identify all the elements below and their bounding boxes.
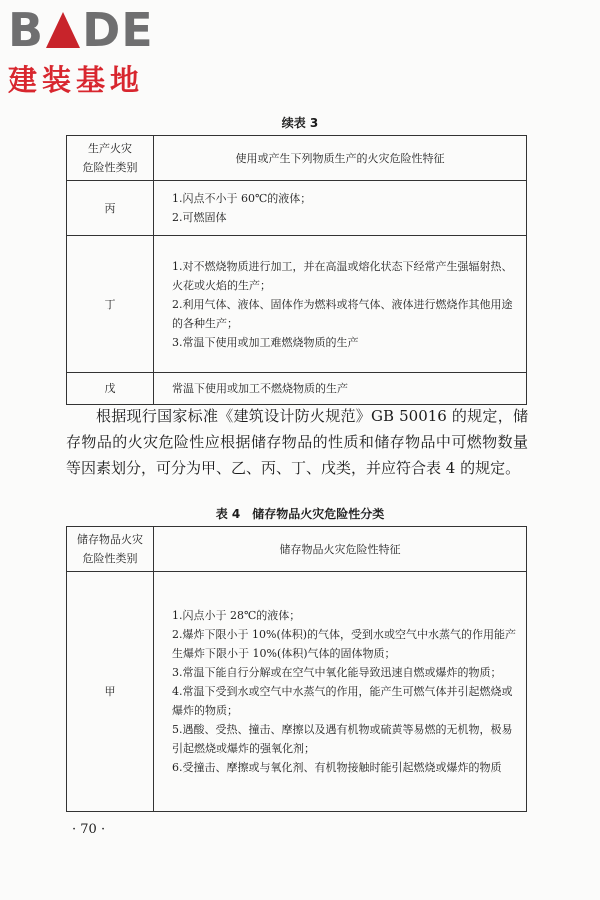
- table3-row-category: 丁: [67, 236, 154, 373]
- brand-logo: [8, 3, 183, 97]
- logo-subtitle: 建装基地: [8, 63, 145, 97]
- table4-row-features: 1.闪点小于 28℃的液体； 2.爆炸下限小于 10%(体积)的气体，受到水或空气中水蒸气的作用能产生爆炸下限小于 10%(体积)气体的固体物质； 3.常温下能自行分解或在空气中氧化能导致迅速自燃或爆炸的物质； 4.常温下受到水或空气中水蒸气的作用，能产生可燃气体并引起燃烧或爆炸的物质； 5.遇酸、受热、撞击、摩擦以及遇有机物或硫黄等易燃的无机物，极易引起燃烧或爆炸的强氧化剂； 6.受撞击、摩擦或与氧化剂、有机物接触时能引起燃烧或爆炸的物质: [154, 572, 527, 812]
- table3-title: 续表 3: [281, 116, 319, 130]
- table-row: [67, 373, 527, 405]
- logo-a-triangle-icon: [46, 12, 80, 48]
- table4-header-category: 储存物品火灾 危险性类别: [67, 527, 154, 572]
- table3-header-category: 生产火灾 危险性类别: [67, 136, 154, 181]
- table-row: [67, 572, 527, 812]
- table4-title: 表 4 储存物品火灾危险性分类: [215, 507, 385, 521]
- table3-row-features: 1.闪点不小于 60℃的液体； 2.可燃固体: [154, 181, 527, 236]
- table3-row-category: 丙: [67, 181, 154, 236]
- table3: [66, 135, 527, 405]
- table3-header-row: [67, 136, 527, 181]
- table4-row-category: 甲: [67, 572, 154, 812]
- table3-row-category: 戊: [67, 373, 154, 405]
- logo-wordmark: B DE: [8, 3, 154, 57]
- table3-row-features: 常温下使用或加工不燃烧物质的生产: [154, 373, 527, 405]
- table-row: [67, 181, 527, 236]
- table4-header-feature: 储存物品火灾危险性特征: [154, 527, 527, 572]
- body-paragraph: 根据现行国家标准《建筑设计防火规范》GB 50016 的规定，储存物品的火灾危险性应根据储存物品的性质和储存物品中可燃物数量等因素划分，可分为甲、乙、丙、丁、戊类，并应符合表 4 的规定。: [66, 407, 528, 477]
- table3-header-feature: 使用或产生下列物质生产的火灾危险性特征: [154, 136, 527, 181]
- table3-row-features: 1.对不燃烧物质进行加工，并在高温或熔化状态下经常产生强辐射热、火花或火焰的生产； 2.利用气体、液体、固体作为燃料或将气体、液体进行燃烧作其他用途的各种生产； 3.常温下使用或加工难燃烧物质的生产: [154, 236, 527, 373]
- table-row: [67, 236, 527, 373]
- table4-header-row: [67, 527, 527, 572]
- page-number: · 70 ·: [72, 822, 106, 837]
- table4: [66, 526, 527, 812]
